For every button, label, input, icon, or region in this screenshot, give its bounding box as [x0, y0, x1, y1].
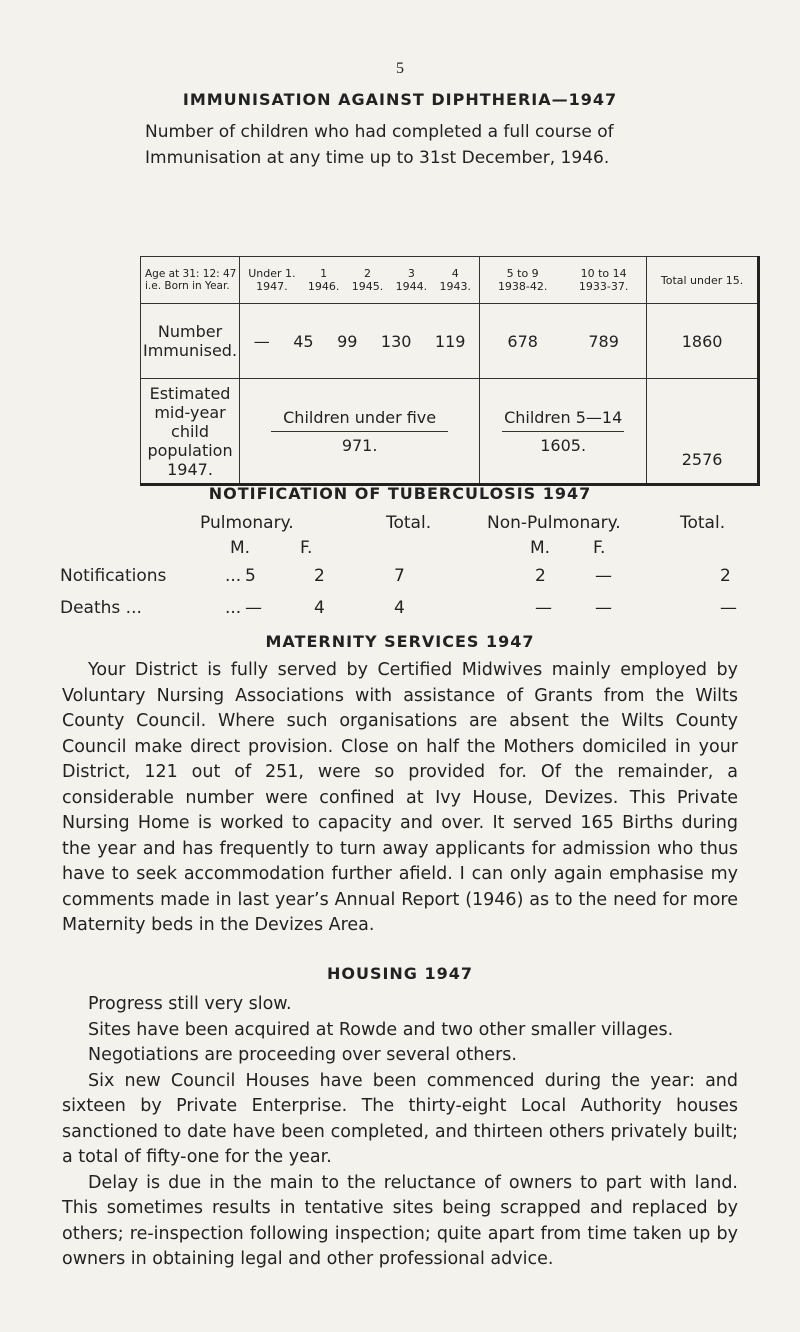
immunised-over5 [480, 304, 647, 379]
age-header: Age at 31: 12: 47 i.e. Born in Year. [141, 257, 240, 304]
pulmonary-f-value: 2 [314, 566, 325, 586]
maternity-body: Your District is fully served by Certified Midwives mainly employed by Voluntary Nursing Associations with assistance of Grants from the Wilts County Council. Where such organisations are absent the Wilts County Council make direct provision. Close on half the Mothers domiciled in your District, 121 out of 251, were so provided for. Of the remainder, a considerable number were confined at Ivy House, Devizes. This Private Nursing Home is worked to capacity and over. It served 165 Births during the year and has frequently to turn away applicants for admission who thus have to seek accommodation further afield. I can only again emphasise my comments made in last year’s Annual Report (1946) as to the need for more Maternity beds in the Devizes Area. [62, 660, 738, 935]
immunised-under5 [240, 304, 480, 379]
pulmonary-m-value: — [245, 598, 262, 618]
table-row [60, 566, 760, 590]
value-cell: 130 [380, 331, 412, 351]
over5-label: Children 5—14 [504, 407, 623, 427]
housing-paragraph: Six new Council Houses have been commenced during the year: and sixteen by Private Enterprise. The thirty-eight Local Authority houses sanctioned to date have been completed, and thirteen others privately built; a total of fifty-one for the year. [62, 1070, 738, 1167]
maternity-heading: MATERNITY SERVICES 1947 [265, 632, 535, 651]
age-col-4: 4 1943. [439, 267, 471, 293]
population-under5 [240, 379, 480, 485]
non-pulmonary-m-value: — [535, 598, 552, 618]
housing-paragraph: Negotiations are proceeding over several others. [88, 1045, 517, 1065]
non-pulmonary-m-value: 2 [535, 566, 546, 586]
age-col-3: 3 1944. [395, 267, 428, 293]
pulmonary-total-value: 4 [394, 598, 405, 618]
housing-body [62, 992, 738, 1273]
housing-heading: HOUSING 1947 [326, 964, 474, 983]
pulmonary-f: F. [300, 538, 313, 558]
immunised-row [141, 304, 759, 379]
total2-header: Total. [680, 513, 726, 533]
age-col-2: 2 1945. [351, 267, 384, 293]
under5-value: 971. [341, 435, 378, 455]
immunisation-intro: Number of children who had completed a full course of Immunisation at any time up to 31st December, 1946. [145, 122, 614, 168]
value-cell: 789 [588, 331, 619, 351]
total-header: Total under 15. [647, 257, 759, 304]
age-col-5: 5 to 9 1938-42. [497, 267, 548, 293]
row-dots: ... [225, 566, 242, 586]
tuberculosis-heading: NOTIFICATION OF TUBERCULOSIS 1947 [208, 484, 592, 503]
non-pulmonary-f-value: — [595, 598, 612, 618]
pulmonary-f-value: 4 [314, 598, 325, 618]
table-header-row [141, 257, 759, 304]
pulmonary-m: M. [230, 538, 251, 558]
non-pulmonary-total-value: — [720, 598, 737, 618]
pulmonary-total-value: 7 [394, 566, 405, 586]
total-header: Total. [386, 513, 432, 533]
housing-paragraph: Progress still very slow. [88, 994, 292, 1014]
value-cell: 45 [293, 331, 314, 351]
over5-header [480, 257, 647, 304]
immunised-total: 1860 [647, 304, 759, 379]
value-cell: 119 [434, 331, 466, 351]
immunisation-heading: IMMUNISATION AGAINST DIPHTHERIA—1947 [182, 90, 618, 109]
age-col-1: 1 1946. [307, 267, 340, 293]
immunisation-table [140, 256, 760, 486]
non-pulmonary-f: F. [593, 538, 606, 558]
age-col-0: Under 1. 1947. [248, 267, 296, 293]
non-pulmonary-f-value: — [595, 566, 612, 586]
non-pulmonary-header: Non-Pulmonary. [487, 513, 621, 533]
housing-paragraph: Sites have been acquired at Rowde and two other smaller villages. [88, 1019, 674, 1040]
non-pulmonary-total-value: 2 [720, 566, 731, 586]
under5-header [240, 257, 480, 304]
page-number: 5 [396, 60, 404, 77]
pulmonary-header: Pulmonary. [200, 513, 294, 533]
row-dots: ... [225, 598, 242, 618]
over5-value: 1605. [540, 435, 587, 455]
row-label: Notifications [60, 566, 167, 586]
housing-paragraph: Delay is due in the main to the reluctance of owners to part with land. This sometimes results in tentative sites being scrapped and replaced by others; re-inspection following inspection; quite apart from time taken up by owners in obtaining legal and other professional advice. [62, 1172, 738, 1269]
pulmonary-m-value: 5 [245, 566, 256, 586]
value-cell: 678 [507, 331, 538, 351]
population-over5 [480, 379, 647, 485]
value-cell: 99 [337, 331, 358, 351]
table-row [60, 598, 760, 622]
population-total: 2576 [647, 379, 759, 485]
age-col-6: 10 to 14 1933-37. [578, 267, 629, 293]
under5-label: Children under five [283, 407, 437, 427]
value-cell: — [253, 331, 270, 351]
non-pulmonary-m: M. [530, 538, 551, 558]
immunised-label: Number Immunised. [141, 304, 240, 379]
population-row [141, 379, 759, 485]
population-label: Estimated mid-year child population 1947. [141, 379, 240, 485]
row-label: Deaths ... [60, 598, 142, 618]
